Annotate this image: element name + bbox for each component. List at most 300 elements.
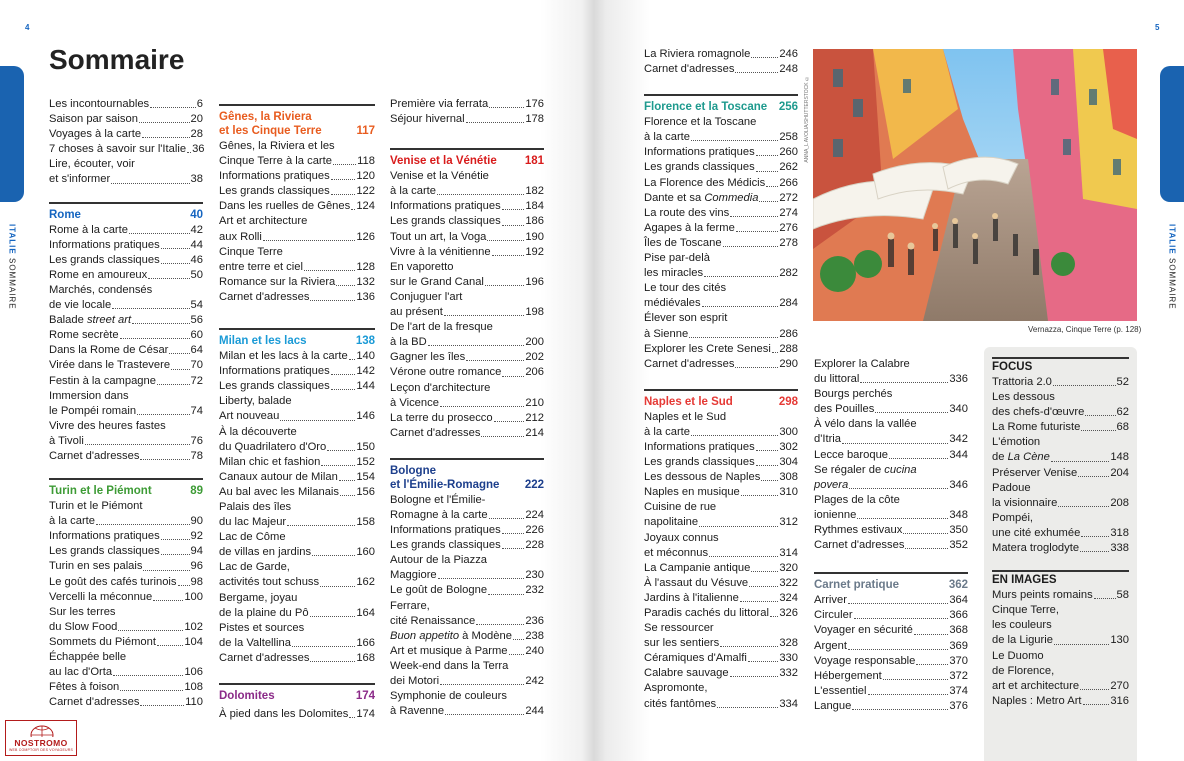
toc-entry-page: 200: [525, 336, 544, 349]
toc-entry[interactable]: [49, 544, 203, 559]
toc-entry[interactable]: [814, 654, 968, 669]
toc-entry[interactable]: [49, 127, 203, 142]
toc-entry[interactable]: [49, 358, 203, 373]
toc-entry[interactable]: [219, 621, 375, 636]
toc-entry-page: 106: [184, 666, 203, 679]
section-header-milan[interactable]: Milan et les lacs 138: [219, 328, 375, 348]
toc-entry[interactable]: [390, 704, 544, 719]
toc-entry-page: 68: [1116, 421, 1129, 434]
toc-entry[interactable]: [814, 357, 968, 372]
toc-entry[interactable]: [390, 523, 544, 538]
toc-entry[interactable]: [644, 681, 798, 696]
toc-entry[interactable]: [644, 145, 798, 160]
toc-entry[interactable]: [814, 684, 968, 699]
toc-entry[interactable]: [644, 115, 798, 130]
toc-entry[interactable]: [814, 402, 968, 417]
toc-entry[interactable]: [390, 629, 544, 644]
toc-entry-page: 156: [356, 485, 375, 498]
toc-entry[interactable]: [219, 230, 375, 245]
toc-entry[interactable]: [390, 365, 544, 380]
toc-entry[interactable]: [219, 485, 375, 500]
toc-entry[interactable]: [49, 374, 203, 389]
toc-entry[interactable]: [219, 394, 375, 409]
toc-entry[interactable]: [219, 245, 375, 260]
toc-entry[interactable]: [390, 184, 544, 199]
toc-entry[interactable]: [390, 508, 544, 523]
toc-entry[interactable]: [219, 154, 375, 169]
toc-entry[interactable]: [814, 639, 968, 654]
toc-entry[interactable]: [390, 290, 544, 305]
toc-entry-title: Le goût des cafés turinois: [49, 575, 177, 588]
toc-entry[interactable]: [644, 546, 798, 561]
toc-entry[interactable]: [49, 142, 203, 157]
toc-entry[interactable]: [814, 493, 968, 508]
dot-leader: [481, 436, 524, 437]
toc-entry[interactable]: [49, 665, 203, 680]
toc-entry-title: Le Duomo: [992, 649, 1044, 662]
toc-entry[interactable]: [992, 375, 1129, 390]
section-header-naples[interactable]: Naples et le Sud 298: [644, 389, 798, 409]
dot-leader: [740, 601, 779, 602]
toc-entry[interactable]: [219, 575, 375, 590]
toc-entry[interactable]: [219, 184, 375, 199]
toc-entry[interactable]: [219, 364, 375, 379]
dot-leader: [292, 646, 355, 647]
toc-entry[interactable]: [49, 253, 203, 268]
toc-entry-page: 102: [184, 620, 203, 633]
dot-leader: [751, 571, 778, 572]
toc-entry[interactable]: [814, 593, 968, 608]
toc-entry-title: Informations pratiques: [49, 530, 160, 543]
toc-entry[interactable]: [644, 296, 798, 311]
section-header-rome[interactable]: Rome 40: [49, 202, 203, 222]
toc-entry-title: Venise et la Vénétie: [390, 170, 489, 183]
dot-leader: [848, 649, 948, 650]
dot-leader: [171, 369, 189, 370]
toc-entry-title: Plages de la côte: [814, 493, 900, 506]
toc-entry[interactable]: [644, 130, 798, 145]
toc-entry[interactable]: [219, 591, 375, 606]
toc-entry[interactable]: [49, 449, 203, 464]
toc-entry[interactable]: [219, 260, 375, 275]
toc-entry-title: au lac d'Orta: [49, 666, 113, 679]
toc-entry[interactable]: [390, 97, 544, 112]
toc-entry-page: 52: [1116, 376, 1129, 388]
dot-leader: [735, 367, 778, 368]
toc-entry[interactable]: [814, 538, 968, 553]
toc-entry-page: 122: [356, 185, 375, 198]
toc-entry-page: 224: [525, 508, 544, 521]
toc-entry[interactable]: [644, 636, 798, 651]
toc-entry[interactable]: [644, 160, 798, 175]
toc-entry-title: À pied dans les Dolomites: [219, 708, 349, 720]
toc-entry[interactable]: [390, 305, 544, 320]
toc-entry[interactable]: [49, 529, 203, 544]
toc-entry[interactable]: [219, 139, 375, 154]
toc-entry[interactable]: [219, 349, 375, 364]
dot-leader: [848, 603, 948, 604]
toc-entry[interactable]: [644, 327, 798, 342]
toc-entry-title: Élever son esprit: [644, 312, 728, 325]
toc-entry-title: Art et architecture: [219, 215, 308, 228]
toc-entry[interactable]: [814, 508, 968, 523]
toc-entry-title: à la carte: [644, 425, 691, 438]
toc-list-florence: [644, 115, 798, 372]
toc-entry[interactable]: [644, 410, 798, 425]
toc-entry[interactable]: [992, 649, 1129, 664]
toc-entry[interactable]: [219, 606, 375, 621]
toc-entry-title: des Pouilles: [814, 403, 875, 416]
toc-entry[interactable]: [219, 707, 375, 722]
toc-entry[interactable]: [390, 112, 544, 127]
dot-leader: [699, 526, 778, 527]
section-header-bologne[interactable]: Bologne et l'Émilie-Romagne 222: [390, 458, 544, 492]
toc-entry-title: À l'assaut du Vésuve: [644, 576, 749, 589]
toc-entry[interactable]: [814, 463, 968, 478]
toc-entry[interactable]: [49, 238, 203, 253]
toc-entry[interactable]: [49, 328, 203, 343]
toc-entry-page: 192: [525, 245, 544, 258]
toc-entry-page: 174: [356, 708, 375, 720]
toc-entry[interactable]: [390, 674, 544, 689]
toc-entry[interactable]: [390, 659, 544, 674]
toc-entry[interactable]: [49, 97, 203, 112]
section-header-turin[interactable]: Turin et le Piémont 89: [49, 478, 203, 498]
toc-entry[interactable]: [644, 311, 798, 326]
toc-entry-title: Circuler: [814, 609, 853, 622]
toc-entry-title: Milan chic et fashion: [219, 455, 321, 468]
toc-entry[interactable]: [644, 651, 798, 666]
toc-column-5: [814, 357, 968, 714]
toc-entry[interactable]: [644, 470, 798, 485]
toc-entry[interactable]: [814, 372, 968, 387]
toc-entry[interactable]: [644, 342, 798, 357]
toc-entry-title: à Vicence: [390, 396, 439, 409]
toc-entry-title: Trattoria 2.0: [992, 376, 1052, 388]
toc-entry-title: À la découverte: [219, 425, 297, 438]
toc-entry-title: Naples et le Sud: [644, 410, 727, 423]
toc-entry-page: 282: [779, 267, 798, 280]
dot-leader: [349, 717, 355, 718]
dot-leader: [502, 548, 525, 549]
toc-entry[interactable]: [219, 470, 375, 485]
toc-entry[interactable]: [49, 559, 203, 574]
toc-entry[interactable]: [49, 223, 203, 238]
toc-entry-page: 374: [949, 684, 968, 697]
toc-entry[interactable]: [390, 644, 544, 659]
toc-entry[interactable]: [992, 679, 1129, 694]
toc-entry[interactable]: [390, 245, 544, 260]
toc-entry-title: du Quadrilatero d'Oro: [219, 440, 327, 453]
toc-entry[interactable]: [644, 500, 798, 515]
toc-entry-title: Palais des îles: [219, 500, 292, 513]
toc-entry[interactable]: [992, 435, 1129, 450]
toc-entry[interactable]: [219, 560, 375, 575]
toc-entry[interactable]: [644, 221, 798, 236]
toc-entry[interactable]: [49, 419, 203, 434]
toc-entry[interactable]: [219, 169, 375, 184]
toc-entry[interactable]: [644, 697, 798, 712]
toc-entry[interactable]: [644, 666, 798, 681]
toc-entry[interactable]: [219, 199, 375, 214]
toc-entry[interactable]: [219, 500, 375, 515]
toc-entry[interactable]: [219, 636, 375, 651]
section-header-florence[interactable]: Florence et la Toscane 256: [644, 94, 798, 114]
toc-entry-page: 324: [779, 591, 798, 604]
toc-entry[interactable]: [390, 538, 544, 553]
toc-entry[interactable]: [644, 561, 798, 576]
toc-entry[interactable]: [49, 514, 203, 529]
toc-entry[interactable]: [992, 603, 1129, 618]
toc-entry-page: 270: [1110, 679, 1129, 692]
toc-entry[interactable]: [992, 405, 1129, 420]
logo-name: NOSTROMO: [14, 738, 68, 748]
toc-entry[interactable]: [390, 426, 544, 441]
toc-list-venise: [390, 169, 544, 441]
toc-entry-page: 340: [949, 403, 968, 416]
toc-entry-title: entre terre et ciel: [219, 260, 303, 273]
toc-entry-page: 342: [949, 433, 968, 446]
toc-entry[interactable]: [814, 478, 968, 493]
toc-entry[interactable]: [992, 618, 1129, 633]
globe-icon: [29, 723, 55, 737]
toc-entry[interactable]: [814, 417, 968, 432]
toc-entry[interactable]: [219, 440, 375, 455]
toc-entry[interactable]: [390, 396, 544, 411]
toc-entry-page: 369: [949, 639, 968, 652]
dot-leader: [161, 539, 190, 540]
dot-leader: [157, 384, 190, 385]
toc-entry-page: 246: [779, 48, 798, 60]
toc-entry[interactable]: [992, 481, 1129, 496]
toc-entry[interactable]: [644, 621, 798, 636]
toc-entry[interactable]: [814, 699, 968, 714]
toc-entry[interactable]: [49, 434, 203, 449]
dot-leader: [129, 233, 190, 234]
section-header-carnet[interactable]: Carnet pratique 362: [814, 572, 968, 592]
toc-entry[interactable]: [992, 588, 1129, 603]
toc-entry[interactable]: [49, 695, 203, 710]
toc-entry[interactable]: [49, 343, 203, 358]
toc-entry[interactable]: [390, 260, 544, 275]
toc-entry[interactable]: [219, 651, 375, 666]
toc-entry-title: Lac de Côme: [219, 531, 286, 544]
toc-entry[interactable]: [644, 62, 798, 77]
toc-entry[interactable]: [390, 169, 544, 184]
dot-leader: [280, 420, 355, 421]
toc-entry[interactable]: [390, 230, 544, 245]
toc-entry[interactable]: [644, 455, 798, 470]
toc-entry[interactable]: [390, 320, 544, 335]
toc-entry-title: Romagne à la carte: [390, 508, 488, 521]
toc-entry[interactable]: [814, 432, 968, 447]
toc-entry[interactable]: [390, 599, 544, 614]
toc-entry[interactable]: [992, 633, 1129, 648]
toc-entry[interactable]: [644, 281, 798, 296]
toc-entry[interactable]: [49, 620, 203, 635]
toc-entry[interactable]: [644, 176, 798, 191]
toc-entry[interactable]: [644, 606, 798, 621]
toc-entry[interactable]: [814, 623, 968, 638]
dot-leader: [437, 194, 524, 195]
section-header-venise[interactable]: Venise et la Vénétie 181: [390, 148, 544, 168]
toc-entry[interactable]: [390, 335, 544, 350]
toc-entry-title: Gênes, la Riviera et les: [219, 140, 335, 152]
toc-entry[interactable]: [644, 47, 798, 62]
toc-entry-title: Les grands classiques: [219, 380, 330, 393]
toc-entry[interactable]: [219, 214, 375, 229]
dot-leader: [759, 201, 778, 202]
toc-entry-title: La Campanie antique: [644, 561, 751, 574]
section-header-dolomites[interactable]: Dolomites 174: [219, 683, 375, 703]
toc-entry-title: Pompéi,: [992, 511, 1034, 524]
toc-entry[interactable]: [992, 450, 1129, 465]
focus-title: FOCUS: [992, 357, 1129, 375]
toc-entry-title: Informations pratiques: [219, 365, 330, 378]
toc-entry[interactable]: [992, 466, 1129, 481]
toc-column-4: [644, 47, 798, 712]
toc-entry-title: à Ravenne: [390, 705, 445, 718]
toc-entry[interactable]: [219, 545, 375, 560]
toc-entry-page: 38: [190, 173, 203, 186]
toc-entry[interactable]: [992, 496, 1129, 511]
toc-entry[interactable]: [49, 313, 203, 328]
toc-entry[interactable]: [644, 251, 798, 266]
toc-entry-title: Gagner les îles: [390, 351, 466, 364]
section-header-genes[interactable]: Gênes, la Riviera et les Cinque Terre 117: [219, 104, 375, 138]
toc-entry[interactable]: [644, 576, 798, 591]
toc-entry[interactable]: [644, 440, 798, 455]
toc-entry[interactable]: [49, 499, 203, 514]
toc-entry[interactable]: [644, 236, 798, 251]
toc-entry[interactable]: [219, 530, 375, 545]
toc-entry[interactable]: [644, 515, 798, 530]
toc-entry[interactable]: [992, 541, 1129, 556]
toc-entry-title: Ferrare,: [390, 599, 430, 612]
toc-entry-title: de villas en jardins: [219, 546, 312, 559]
dot-leader: [169, 353, 189, 354]
toc-entry[interactable]: [219, 409, 375, 424]
toc-entry[interactable]: [219, 290, 375, 305]
toc-entry-page: 166: [356, 636, 375, 649]
toc-entry[interactable]: [49, 404, 203, 419]
toc-entry[interactable]: [49, 268, 203, 283]
toc-entry-title: Lecce baroque: [814, 448, 889, 461]
toc-entry-title: La terre du prosecco: [390, 411, 493, 424]
dot-leader: [492, 255, 525, 256]
toc-entry[interactable]: [814, 448, 968, 463]
dot-leader: [741, 495, 779, 496]
toc-entry[interactable]: [814, 669, 968, 684]
toc-list-col3-top: [390, 97, 544, 127]
toc-entry[interactable]: [390, 583, 544, 598]
toc-entry[interactable]: [49, 680, 203, 695]
toc-entry-title: Dante et sa Commedia: [644, 191, 759, 204]
toc-entry[interactable]: [644, 206, 798, 221]
dot-leader: [889, 458, 948, 459]
toc-entry-title: Carnet d'adresses: [219, 651, 310, 664]
toc-entry[interactable]: [219, 275, 375, 290]
toc-entry[interactable]: [219, 515, 375, 530]
toc-entry[interactable]: [814, 608, 968, 623]
toc-entry[interactable]: [390, 614, 544, 629]
dot-leader: [903, 533, 948, 534]
toc-entry[interactable]: [49, 605, 203, 620]
toc-entry[interactable]: [390, 381, 544, 396]
toc-entry-title: Îles de Toscane: [644, 236, 722, 249]
toc-entry-page: 350: [949, 524, 968, 537]
toc-entry[interactable]: [49, 650, 203, 665]
toc-entry[interactable]: [390, 275, 544, 290]
toc-entry-title: Voyage responsable: [814, 654, 916, 667]
toc-entry[interactable]: [644, 485, 798, 500]
toc-entry[interactable]: [992, 511, 1129, 526]
toc-entry[interactable]: [390, 350, 544, 365]
dot-leader: [1054, 644, 1109, 645]
toc-entry[interactable]: [992, 664, 1129, 679]
toc-entry-title: De l'art de la fresque: [390, 321, 493, 334]
toc-entry-title: Rome secrète: [49, 329, 119, 342]
toc-entry[interactable]: [644, 266, 798, 281]
dot-leader: [1053, 385, 1116, 386]
toc-entry[interactable]: [390, 411, 544, 426]
toc-entry[interactable]: [49, 298, 203, 313]
toc-entry[interactable]: [992, 420, 1129, 435]
toc-entry-page: 20: [190, 113, 203, 126]
toc-list-intro: [49, 97, 203, 188]
toc-entry[interactable]: [390, 214, 544, 229]
toc-entry[interactable]: [644, 425, 798, 440]
toc-entry[interactable]: [49, 590, 203, 605]
toc-entry[interactable]: [814, 523, 968, 538]
toc-entry[interactable]: [219, 455, 375, 470]
toc-entry-title: Séjour hivernal: [390, 113, 465, 126]
dot-leader: [440, 406, 524, 407]
toc-entry[interactable]: [49, 172, 203, 187]
toc-entry-page: 344: [949, 448, 968, 461]
dot-leader: [749, 586, 778, 587]
toc-entry[interactable]: [992, 694, 1129, 709]
toc-entry-title: Lire, écouter, voir: [49, 158, 135, 171]
dot-leader: [331, 374, 356, 375]
dot-leader: [339, 480, 356, 481]
toc-entry[interactable]: [49, 635, 203, 650]
toc-entry[interactable]: [390, 493, 544, 508]
toc-entry[interactable]: [390, 553, 544, 568]
toc-entry[interactable]: [49, 389, 203, 404]
toc-entry-page: 232: [525, 584, 544, 597]
toc-entry-page: 272: [779, 191, 798, 204]
toc-entry[interactable]: [49, 112, 203, 127]
toc-entry-page: 62: [1116, 406, 1129, 419]
toc-entry[interactable]: [49, 575, 203, 590]
toc-entry[interactable]: [219, 379, 375, 394]
toc-entry[interactable]: [992, 390, 1129, 405]
toc-entry[interactable]: [644, 191, 798, 206]
toc-entry[interactable]: [644, 591, 798, 606]
toc-entry[interactable]: [49, 283, 203, 298]
toc-entry[interactable]: [390, 568, 544, 583]
toc-entry[interactable]: [219, 425, 375, 440]
toc-entry[interactable]: [390, 199, 544, 214]
toc-entry[interactable]: [992, 526, 1129, 541]
toc-entry[interactable]: [644, 531, 798, 546]
toc-entry[interactable]: [644, 357, 798, 372]
toc-entry[interactable]: [49, 157, 203, 172]
toc-entry[interactable]: [814, 387, 968, 402]
toc-entry[interactable]: [390, 689, 544, 704]
toc-entry-title: Les grands classiques: [390, 539, 501, 552]
